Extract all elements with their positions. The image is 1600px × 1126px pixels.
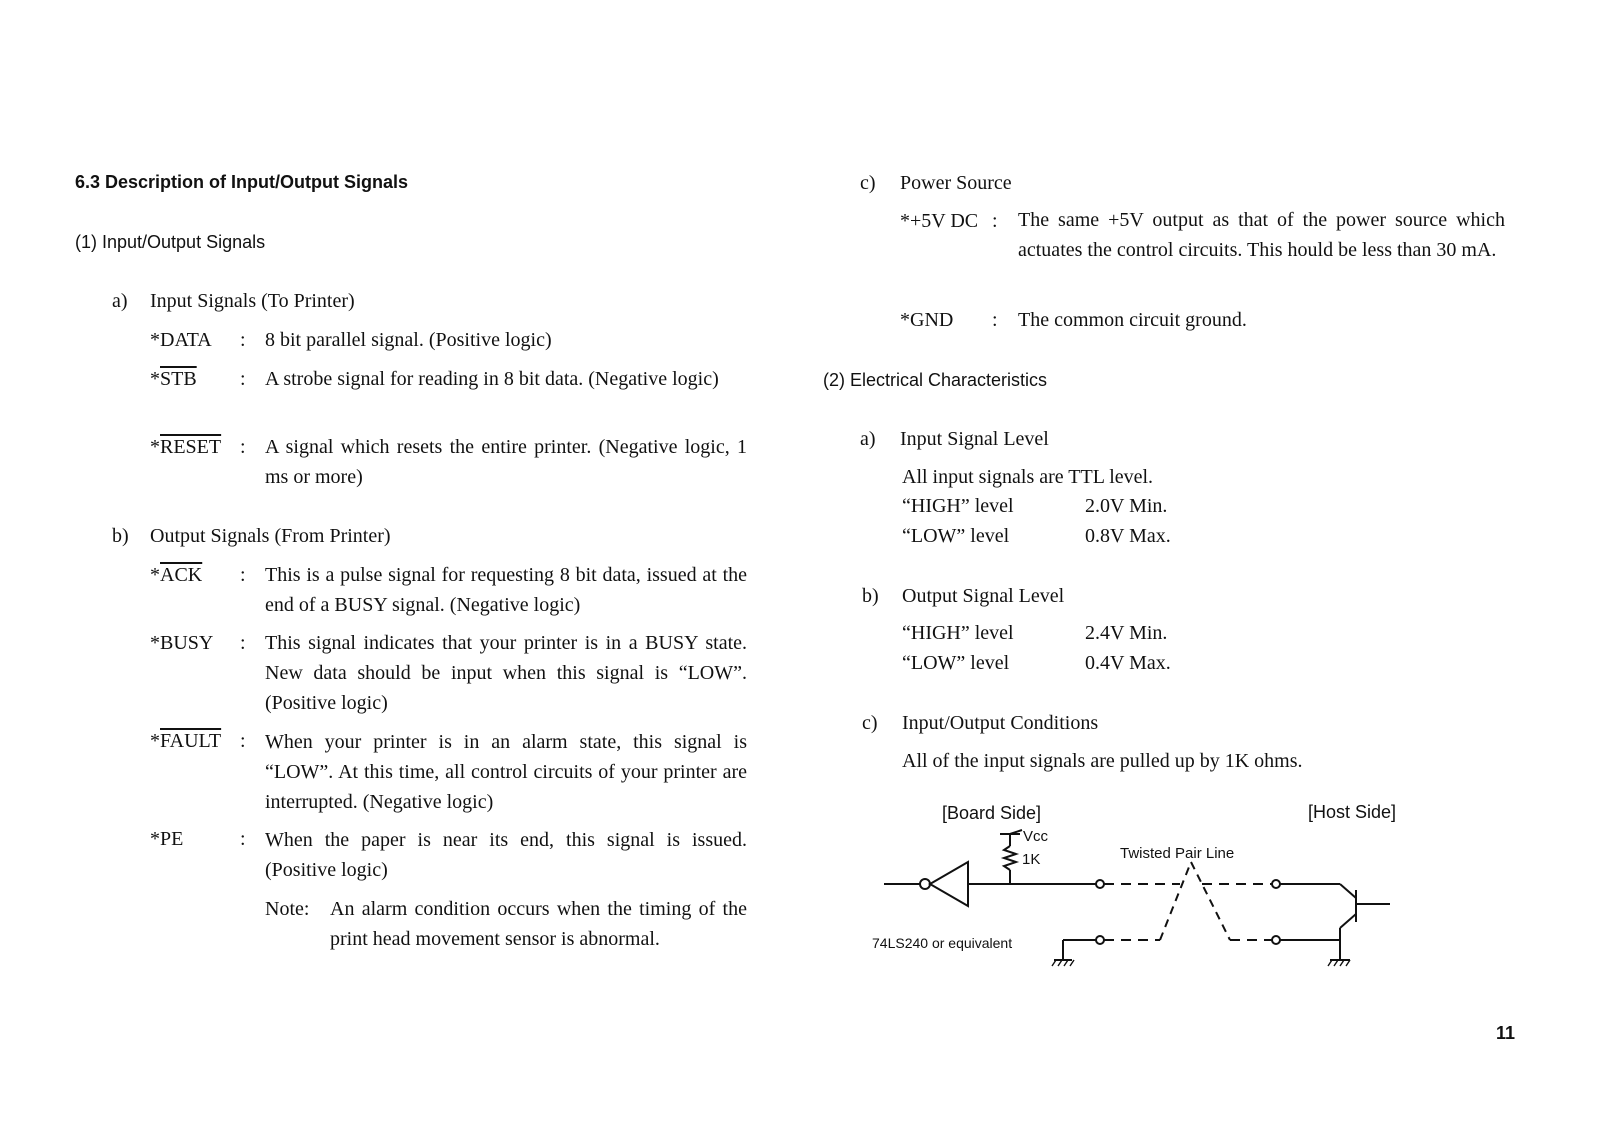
note-label: Note:: [265, 898, 310, 920]
power-source-title: Power Source: [900, 172, 1012, 194]
separator-colon: :: [240, 828, 246, 850]
vcc-label: Vcc: [1023, 828, 1049, 845]
output-high-name: “HIGH” level: [902, 622, 1014, 644]
resistor-label: 1K: [1022, 851, 1041, 868]
inverter-buffer-symbol: [930, 862, 968, 906]
separator-colon: :: [240, 730, 246, 752]
power-name-gnd: *GND: [900, 309, 954, 331]
note-text: An alarm condition occurs when the timing of the print head movement sensor is abnormal.: [330, 898, 747, 950]
signal-name-busy: *BUSY: [150, 632, 214, 654]
separator-colon: :: [992, 309, 998, 331]
separator-colon: :: [240, 436, 246, 458]
output-low-name: “LOW” level: [902, 652, 1010, 674]
board-connector-top: [1096, 880, 1104, 888]
input-low-name: “LOW” level: [902, 525, 1010, 547]
signal-desc-busy: This signal indicates that your printer is in a BUSY state. New data should be input when this signal is “LOW”. (Positive logic): [265, 632, 747, 714]
signal-name-ack: $*\overline{ACK}$: [150, 564, 203, 586]
transistor-collector: [1340, 884, 1356, 898]
separator-colon: :: [240, 329, 246, 351]
output-level-title: Output Signal Level: [902, 585, 1065, 607]
signal-name-stb: $*\overline{STB}$: [150, 368, 197, 390]
host-connector-bottom: [1272, 936, 1280, 944]
output-signals-title: Output Signals (From Printer): [150, 525, 391, 547]
input-low-value: 0.8V Max.: [1085, 525, 1171, 547]
signal-desc-data: 8 bit parallel signal. (Positive logic): [265, 329, 552, 351]
input-level-title: Input Signal Level: [900, 428, 1049, 450]
host-connector-top: [1272, 880, 1280, 888]
io-signals-heading: (1) Input/Output Signals: [75, 232, 266, 252]
output-signals-label: b): [112, 525, 129, 547]
power-desc-5v: The same +5V output as that of the power source which actuates the control circuits. This hould be less than 30 mA.: [1018, 209, 1505, 261]
signal-name-data: *DATA: [150, 329, 212, 351]
signal-desc-fault: When your printer is in an alarm state, this signal is “LOW”. At this time, all control circuits of your printer are interrupted. (Negative logic): [265, 731, 747, 813]
separator-colon: :: [240, 368, 246, 390]
resistor-zigzag: [1004, 846, 1016, 870]
output-high-value: 2.4V Min.: [1085, 622, 1168, 644]
twisted-pair-label: Twisted Pair Line: [1120, 845, 1235, 862]
board-connector-bottom: [1096, 936, 1104, 944]
input-level-label: a): [860, 428, 876, 450]
signal-desc-pe: When the paper is near its end, this signal is issued. (Positive logic): [265, 829, 747, 881]
signal-name-fault: *FAULT: [150, 730, 222, 752]
signal-desc-reset: A signal which resets the entire printer. (Negative logic, 1 ms or more): [265, 436, 747, 488]
separator-colon: :: [240, 564, 246, 586]
signal-desc-stb: A strobe signal for reading in 8 bit data. (Negative logic): [265, 368, 719, 390]
power-desc-gnd: The common circuit ground.: [1018, 309, 1247, 331]
signal-name-reset: *RESET: [150, 436, 222, 458]
chip-label: 74LS240 or equivalent: [872, 935, 1013, 951]
twist-left-leg: [1160, 862, 1191, 940]
signal-desc-ack: This is a pulse signal for requesting 8 bit data, issued at the end of a BUSY signal. (Negative logic): [265, 564, 747, 616]
input-high-value: 2.0V Min.: [1085, 495, 1168, 517]
conditions-text: All of the input signals are pulled up by 1K ohms.: [902, 750, 1303, 772]
power-name-5v: *+5V DC: [900, 210, 979, 232]
separator-colon: :: [992, 210, 998, 232]
power-source-label: c): [860, 172, 876, 194]
separator-colon: :: [240, 632, 246, 654]
input-high-name: “HIGH” level: [902, 495, 1014, 517]
transistor-emitter: [1340, 914, 1356, 928]
interface-circuit-diagram: [860, 790, 1420, 990]
host-side-label: [Host Side]: [1308, 802, 1397, 822]
output-level-label: b): [862, 585, 879, 607]
page-number: 11: [1496, 1023, 1516, 1043]
conditions-title: Input/Output Conditions: [902, 712, 1099, 734]
board-side-label: [Board Side]: [942, 803, 1042, 823]
section-title: 6.3 Description of Input/Output Signals: [75, 172, 409, 192]
conditions-label: c): [862, 712, 878, 734]
input-level-intro: All input signals are TTL level.: [902, 466, 1154, 488]
input-signals-title: Input Signals (To Printer): [150, 290, 355, 312]
signal-name-pe: *PE: [150, 828, 184, 850]
electrical-heading: (2) Electrical Characteristics: [823, 370, 1048, 390]
output-low-value: 0.4V Max.: [1085, 652, 1171, 674]
input-signals-label: a): [112, 290, 128, 312]
twist-right-leg: [1191, 862, 1230, 940]
